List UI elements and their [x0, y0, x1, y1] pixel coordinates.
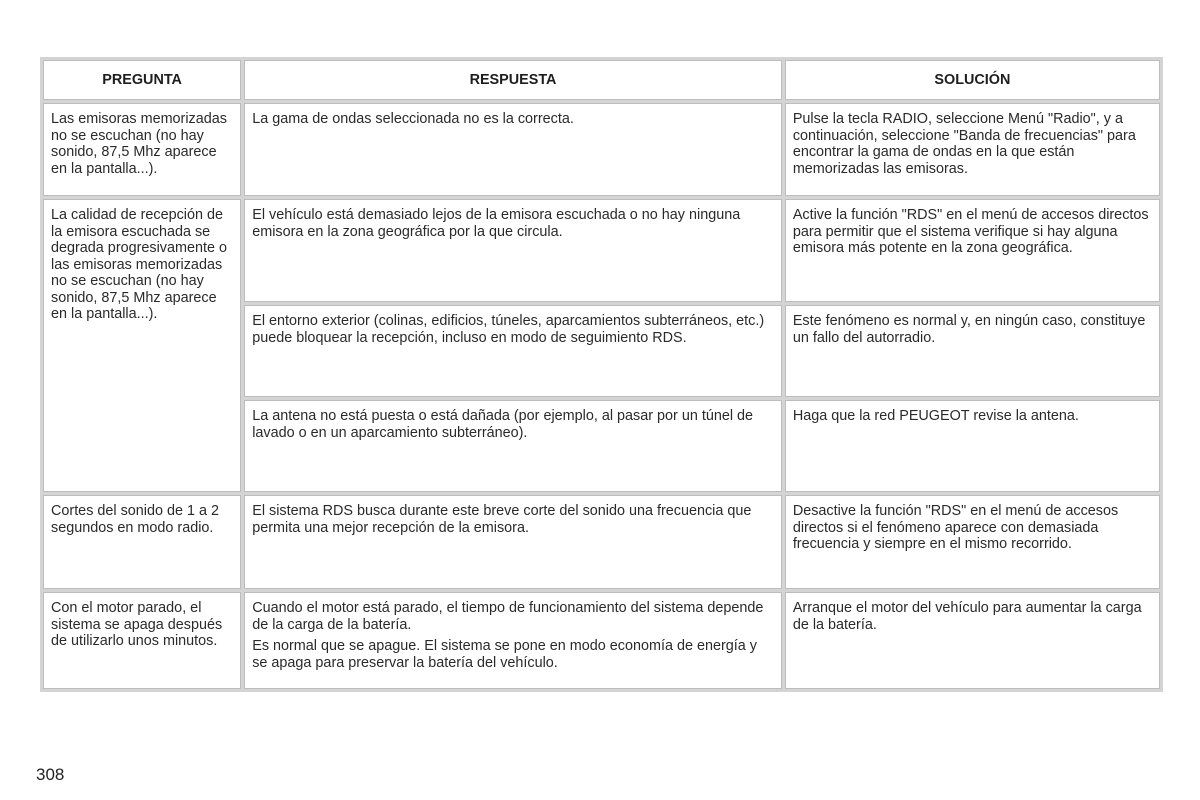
- solution-cell: Desactive la función "RDS" en el menú de accesos directos si el fenómeno aparece con demasiada frecuencia y siempre en el mismo recorrido.: [785, 495, 1160, 589]
- answer-cell: El sistema RDS busca durante este breve corte del sonido una frecuencia que permita una mejor recepción de la emisora.: [244, 495, 782, 589]
- solution-cell: Arranque el motor del vehículo para aumentar la carga de la batería.: [785, 592, 1160, 689]
- header-row: [43, 60, 1160, 100]
- table-row: [43, 495, 1160, 589]
- header-pregunta: PREGUNTA: [43, 60, 241, 100]
- answer-cell: El entorno exterior (colinas, edificios, túneles, aparcamientos subterráneos, etc.) puede bloquear la recepción, incluso en modo de seguimiento RDS.: [244, 305, 782, 397]
- answer-cell: [244, 592, 782, 689]
- table-row: [43, 592, 1160, 689]
- question-cell: Las emisoras memorizadas no se escuchan (no hay sonido, 87,5 Mhz aparece en la pantalla...).: [43, 103, 241, 196]
- header-respuesta: RESPUESTA: [244, 60, 782, 100]
- answer-cell: El vehículo está demasiado lejos de la emisora escuchada o no hay ninguna emisora en la zona geográfica por la que circula.: [244, 199, 782, 302]
- answer-paragraph: Cuando el motor está parado, el tiempo de funcionamiento del sistema depende de la carga de la batería.: [252, 600, 764, 633]
- answer-paragraph: Es normal que se apague. El sistema se pone en modo economía de energía y se apaga para preservar la batería del vehículo.: [252, 638, 758, 671]
- faq-table: [40, 57, 1163, 692]
- solution-cell: Este fenómeno es normal y, en ningún caso, constituye un fallo del autorradio.: [785, 305, 1160, 397]
- question-cell: La calidad de recepción de la emisora escuchada se degrada progresivamente o las emisoras memorizadas no se escuchan (no hay sonido, 87,5 Mhz aparece en la pantalla...).: [43, 199, 241, 492]
- question-cell: Con el motor parado, el sistema se apaga después de utilizarlo unos minutos.: [43, 592, 241, 689]
- question-cell: Cortes del sonido de 1 a 2 segundos en modo radio.: [43, 495, 241, 589]
- solution-cell: Haga que la red PEUGEOT revise la antena.: [785, 400, 1160, 492]
- answer-cell: La gama de ondas seleccionada no es la correcta.: [244, 103, 782, 196]
- solution-cell: Pulse la tecla RADIO, seleccione Menú "Radio", y a continuación, seleccione "Banda de frecuencias" para encontrar la gama de ondas en la que están memorizadas las emisoras.: [785, 103, 1160, 196]
- answer-cell: La antena no está puesta o está dañada (por ejemplo, al pasar por un túnel de lavado o en un aparcamiento subterráneo).: [244, 400, 782, 492]
- table-row: [43, 199, 1160, 302]
- solution-cell: Active la función "RDS" en el menú de accesos directos para permitir que el sistema verifique si hay alguna emisora más potente en la zona geográfica.: [785, 199, 1160, 302]
- header-solucion: SOLUCIÓN: [785, 60, 1160, 100]
- table-row: [43, 103, 1160, 196]
- page-number: 308: [36, 765, 65, 784]
